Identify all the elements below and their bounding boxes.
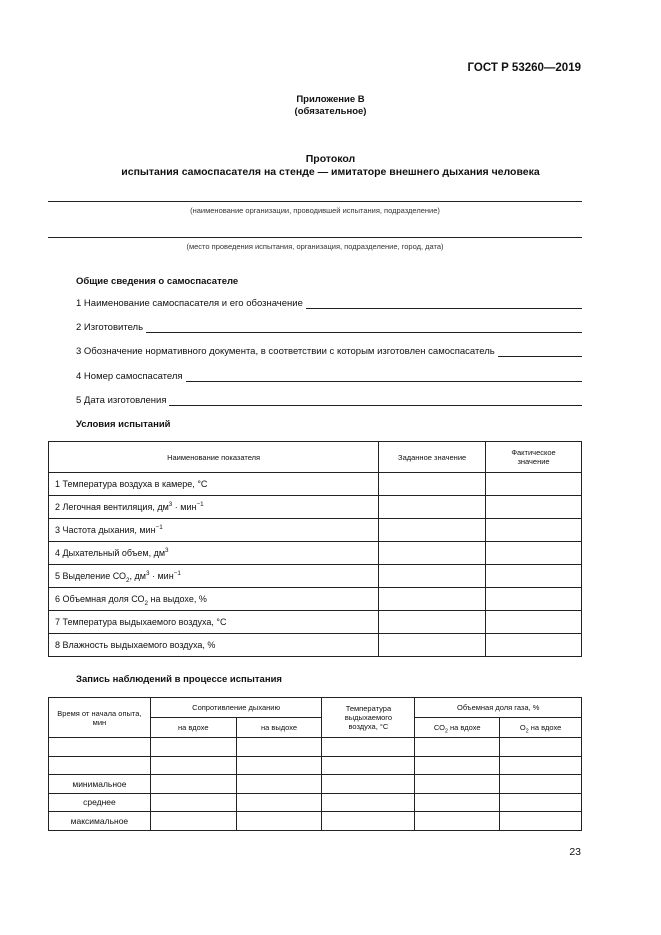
fill-line[interactable] <box>306 298 582 309</box>
table-row <box>49 611 582 634</box>
data-cell[interactable] <box>322 812 415 831</box>
data-cell[interactable] <box>236 756 322 775</box>
actual-value-cell[interactable] <box>486 611 582 634</box>
table-header-row <box>49 442 582 473</box>
data-cell[interactable] <box>322 775 415 794</box>
table-row <box>49 756 582 775</box>
target-value-cell[interactable] <box>379 496 486 519</box>
indicator-name: 4 Дыхательный объем, $дм^3$ <box>49 542 379 565</box>
header-gas-fraction: Объемная доля газа, % <box>415 698 582 718</box>
header-time: Время от начала опыта, мин <box>49 698 151 738</box>
indicator-name: 1 Температура воздуха в камере, °С <box>49 473 379 496</box>
observations-title: Запись наблюдений в процессе испытания <box>76 674 282 685</box>
table-row <box>49 473 582 496</box>
actual-value-cell[interactable] <box>486 565 582 588</box>
summary-label-maximum: максимальное <box>49 812 151 831</box>
field-manufacture-date[interactable] <box>76 395 582 406</box>
data-cell[interactable] <box>322 738 415 757</box>
data-cell[interactable] <box>236 812 322 831</box>
data-cell[interactable] <box>415 756 500 775</box>
data-cell[interactable] <box>150 775 236 794</box>
indicator-name: 8 Влажность выдыхаемого воздуха, % <box>49 634 379 657</box>
actual-value-cell[interactable] <box>486 473 582 496</box>
conditions-table <box>48 441 582 657</box>
table-row <box>49 738 582 757</box>
table-row <box>49 542 582 565</box>
indicator-name: 3 Частота дыхания, мин$^{-1}$ <box>49 519 379 542</box>
indicator-name: 6 Объемная доля $СО_2$ на выдохе, % <box>49 588 379 611</box>
field-label: 1 Наименование самоспасателя и его обозначение <box>76 298 303 309</box>
field-self-rescuer-number[interactable] <box>76 371 582 382</box>
indicator-name: 2 Легочная вентиляция, $дм^3 \cdot мин^{-1}$ <box>49 496 379 519</box>
table-row <box>49 775 582 794</box>
field-normative-document[interactable] <box>76 346 582 357</box>
target-value-cell[interactable] <box>379 588 486 611</box>
data-cell[interactable] <box>236 738 322 757</box>
field-manufacturer[interactable] <box>76 322 582 333</box>
protocol-title: Протокол <box>305 153 356 165</box>
data-cell[interactable] <box>500 793 582 812</box>
table-row <box>49 565 582 588</box>
conditions-title: Условия испытаний <box>76 419 171 430</box>
table-row <box>49 793 582 812</box>
fill-line[interactable] <box>186 371 582 382</box>
field-label: 2 Изготовитель <box>76 322 144 333</box>
data-cell[interactable] <box>415 738 500 757</box>
fill-line[interactable] <box>146 322 582 333</box>
target-value-cell[interactable] <box>379 519 486 542</box>
data-cell[interactable] <box>150 738 236 757</box>
data-cell[interactable] <box>322 793 415 812</box>
place-caption: (место проведения испытания, организация, подразделение, город, дата) <box>186 242 444 251</box>
standard-code: ГОСТ Р 53260—2019 <box>467 62 581 74</box>
table-row <box>49 588 582 611</box>
data-cell[interactable] <box>500 756 582 775</box>
field-label: 4 Номер самоспасателя <box>76 371 183 382</box>
header-resistance: Сопротивление дыханию <box>150 698 322 718</box>
table-row <box>49 496 582 519</box>
org-caption: (наименование организации, проводившей испытания, подразделение) <box>190 206 440 215</box>
actual-value-cell[interactable] <box>486 519 582 542</box>
field-self-rescuer-name[interactable] <box>76 298 582 309</box>
field-label: 5 Дата изготовления <box>76 395 167 406</box>
target-value-cell[interactable] <box>379 611 486 634</box>
data-cell[interactable] <box>500 738 582 757</box>
header-exhaled-temp: Температура выдыхаемого воздуха, °С <box>322 698 415 738</box>
indicator-name: 7 Температура выдыхаемого воздуха, °С <box>49 611 379 634</box>
time-cell[interactable] <box>49 756 151 775</box>
general-info-title: Общие сведения о самоспасателе <box>76 276 239 287</box>
data-cell[interactable] <box>236 793 322 812</box>
indicator-name: 5 Выделение $СО_2$, $дм^3 \cdot мин^{-1}$ <box>49 565 379 588</box>
summary-label-minimum: минимальное <box>49 775 151 794</box>
header-inhale: на вдохе <box>150 718 236 738</box>
data-cell[interactable] <box>500 775 582 794</box>
target-value-cell[interactable] <box>379 473 486 496</box>
header-indicator-name: Наименование показателя <box>49 442 379 473</box>
place-line[interactable] <box>48 237 582 238</box>
protocol-subtitle: испытания самоспасателя на стенде — имитаторе внешнего дыхания человека <box>121 166 540 178</box>
data-cell[interactable] <box>322 756 415 775</box>
page-number: 23 <box>569 846 581 858</box>
header-o2-inhale: $О_2$ на вдохе <box>500 718 582 738</box>
fill-line[interactable] <box>498 346 582 357</box>
org-line[interactable] <box>48 201 582 202</box>
summary-label-average: среднее <box>49 793 151 812</box>
header-co2-inhale: $СО_2$ на вдохе <box>415 718 500 738</box>
field-label: 3 Обозначение нормативного документа, в соответствии с которым изготовлен самоспасатель <box>76 346 495 357</box>
observations-table <box>48 697 582 831</box>
table-row <box>49 812 582 831</box>
data-cell[interactable] <box>236 775 322 794</box>
data-cell[interactable] <box>415 812 500 831</box>
actual-value-cell[interactable] <box>486 542 582 565</box>
actual-value-cell[interactable] <box>486 588 582 611</box>
data-cell[interactable] <box>150 793 236 812</box>
data-cell[interactable] <box>150 756 236 775</box>
fill-line[interactable] <box>169 395 582 406</box>
table-row <box>49 519 582 542</box>
target-value-cell[interactable] <box>379 542 486 565</box>
actual-value-cell[interactable] <box>486 634 582 657</box>
header-target-value: Заданное значение <box>379 442 486 473</box>
header-exhale: на выдохе <box>236 718 322 738</box>
header-actual-value: Фактическое значение <box>486 442 582 473</box>
data-cell[interactable] <box>150 812 236 831</box>
target-value-cell[interactable] <box>379 634 486 657</box>
appendix-note: (обязательное) <box>294 106 367 117</box>
time-cell[interactable] <box>49 738 151 757</box>
table-row <box>49 634 582 657</box>
data-cell[interactable] <box>415 775 500 794</box>
table-header-row <box>49 698 582 718</box>
appendix-title: Приложение В <box>296 94 365 105</box>
data-cell[interactable] <box>500 812 582 831</box>
data-cell[interactable] <box>415 793 500 812</box>
actual-value-cell[interactable] <box>486 496 582 519</box>
target-value-cell[interactable] <box>379 565 486 588</box>
